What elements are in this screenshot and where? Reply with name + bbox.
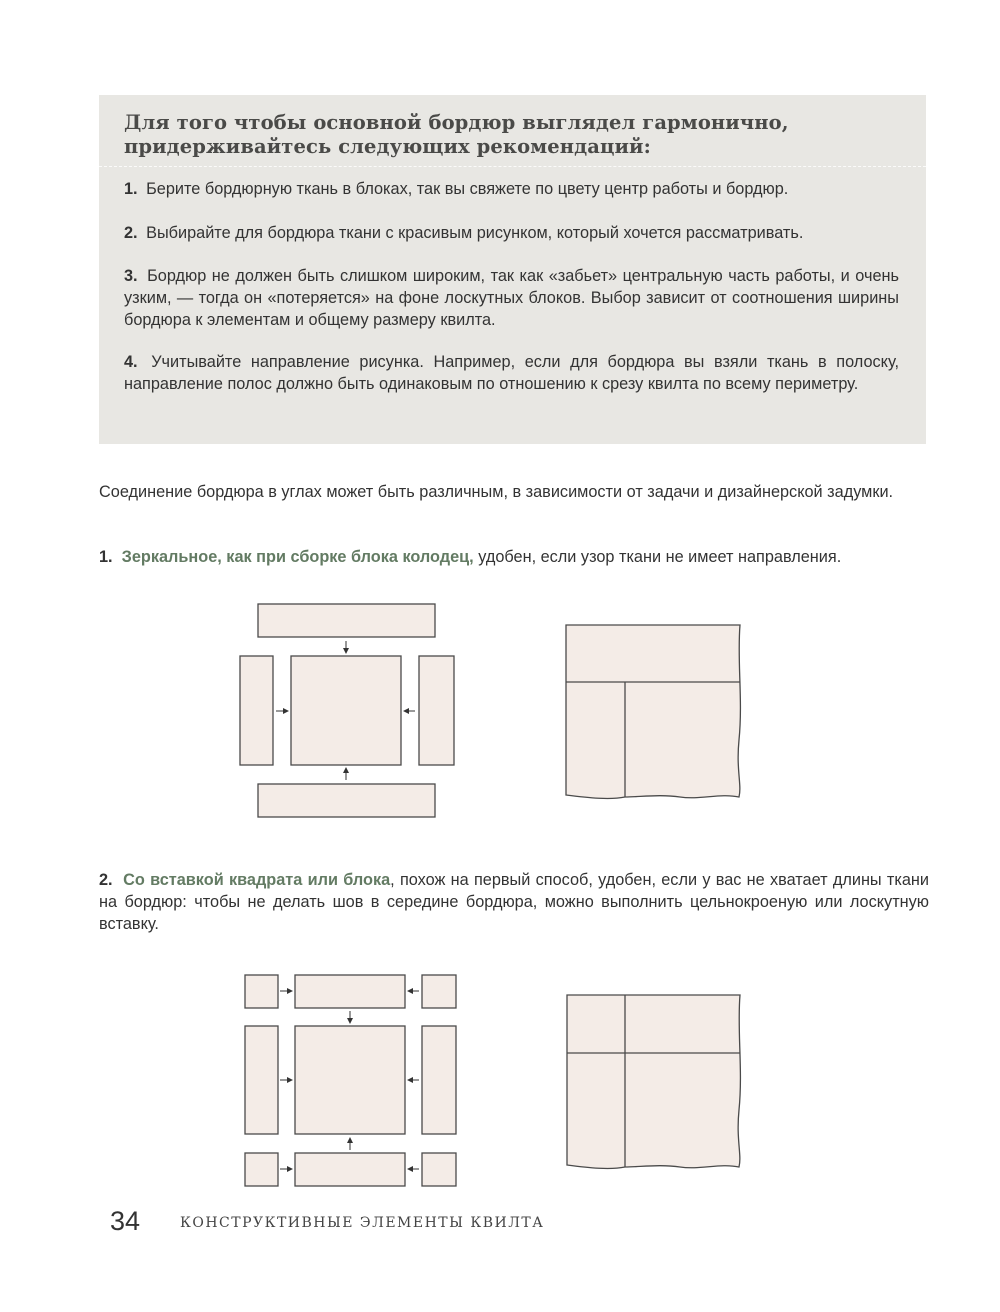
method-highlight: Зеркальное, как при сборке блока колодец,: [121, 548, 474, 566]
center-block: [295, 1026, 405, 1134]
page-number: 34: [110, 1206, 141, 1236]
item-text: Выбирайте для бордюра ткани с красивым рисунком, который хочется рассматривать.: [146, 224, 804, 242]
left-border-strip: [240, 656, 273, 765]
method-text: удобен, если узор ткани не имеет направления.: [473, 548, 842, 566]
item-number: 4.: [124, 353, 138, 371]
item-text: Учитывайте направление рисунка. Например, если для бордюра вы взяли ткань в полоску, направление полос должно быть одинаковым по отношению к срезу квилта по всему периметру.: [124, 353, 900, 393]
diagram-mirrored-exploded: [240, 604, 454, 817]
top-border-strip: [258, 604, 435, 637]
item-text: Берите бордюрную ткань в блоках, так вы свяжете по цвету центр работы и бордюр.: [146, 180, 789, 198]
item-text: Бордюр не должен быть слишком широким, так как «забьет» центральную часть работы, и очень узким, — тогда он «потеряется» на фоне лоскутных блоков. Выбор зависит от соотношения ширины бордюра к элементам и общему размеру квилта.: [124, 267, 899, 329]
center-block: [291, 656, 401, 765]
running-title: КОНСТРУКТИВНЫЕ ЭЛЕМЕНТЫ КВИЛТА: [180, 1215, 545, 1231]
corner-square: [245, 975, 278, 1008]
intro-paragraph: Соединение бордюра в углах может быть различным, в зависимости от задачи и дизайнерской задумки.: [99, 483, 894, 501]
bottom-border-strip: [258, 784, 435, 817]
bottom-border-strip: [295, 1153, 405, 1186]
right-border-strip: [422, 1026, 456, 1134]
corner-square: [245, 1153, 278, 1186]
item-number: 1.: [124, 180, 138, 198]
right-border-strip: [419, 656, 454, 765]
diagram-inset-assembled: [567, 995, 740, 1168]
method-text: , похож на первый способ, удобен, если у вас не хватает длины ткани на бордюр: чтобы не делать шов в середине бордюра, можно выполнить цельнокроеную или лоскутную вставку.: [99, 871, 929, 933]
item-number: 3.: [124, 267, 138, 285]
callout-title-line2: придерживайтесь следующих рекомендаций:: [124, 135, 651, 158]
diagram-mirrored-assembled: [566, 625, 740, 798]
callout-title-line1: Для того чтобы основной бордюр выглядел гармонично,: [124, 111, 789, 134]
corner-square: [422, 1153, 456, 1186]
method-number: 1.: [99, 548, 113, 566]
method-number: 2.: [99, 871, 113, 889]
left-border-strip: [245, 1026, 278, 1134]
top-border-strip: [295, 975, 405, 1008]
diagram-inset-exploded: [245, 975, 456, 1186]
method-highlight: Со вставкой квадрата или блока: [123, 871, 391, 889]
item-number: 2.: [124, 224, 138, 242]
corner-square: [422, 975, 456, 1008]
